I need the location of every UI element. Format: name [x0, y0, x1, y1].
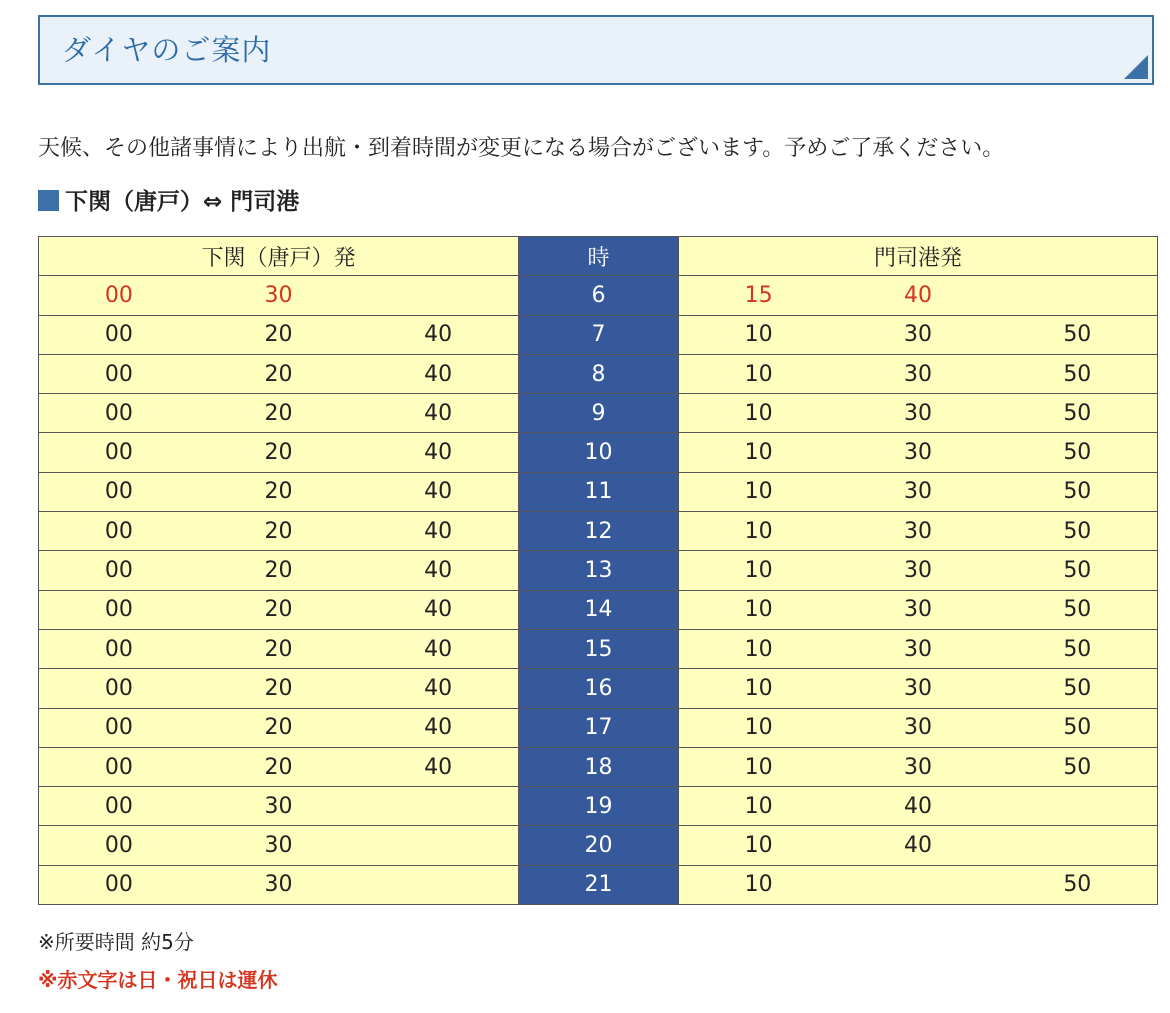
departure-minute: 30 — [264, 872, 293, 898]
departure-minute: 30 — [903, 715, 932, 741]
table-row — [39, 472, 1158, 511]
mojiko-minutes-cell — [679, 512, 1158, 551]
departure-minute: 00 — [104, 675, 133, 701]
route-heading — [38, 186, 299, 218]
hour-cell: 21 — [519, 865, 679, 904]
minutes-group — [679, 355, 1157, 393]
departure-minute: 50 — [1063, 715, 1092, 741]
minutes-group — [39, 866, 518, 904]
minutes-group — [679, 669, 1157, 707]
minutes-group — [679, 866, 1157, 904]
table-row — [39, 669, 1158, 708]
table-row — [39, 354, 1158, 393]
departure-minute: 50 — [1063, 322, 1092, 348]
table-row — [39, 433, 1158, 472]
departure-minute: 30 — [264, 833, 293, 859]
mojiko-minutes-cell — [679, 315, 1158, 354]
mojiko-minutes-cell — [679, 433, 1158, 472]
minutes-group — [679, 551, 1157, 589]
departure-minute: 00 — [104, 440, 133, 466]
departure-minute: 00 — [104, 754, 133, 780]
departure-minute: 50 — [1063, 754, 1092, 780]
minutes-group — [39, 748, 518, 786]
shimonoseki-minutes-cell — [39, 354, 519, 393]
shimonoseki-minutes-cell — [39, 747, 519, 786]
departure-minute: 40 — [424, 400, 453, 426]
departure-minute: 40 — [903, 833, 932, 859]
departure-minute: 50 — [1063, 558, 1092, 584]
hour-cell: 20 — [519, 826, 679, 865]
departure-minute: 40 — [424, 754, 453, 780]
departure-minute: 30 — [903, 518, 932, 544]
departure-minute: 30 — [903, 479, 932, 505]
timetable-header-row — [39, 237, 1158, 276]
departure-minute: 00 — [104, 872, 133, 898]
departure-minute: 20 — [264, 558, 293, 584]
table-row — [39, 629, 1158, 668]
departure-minute: 40 — [424, 361, 453, 387]
hour-cell: 19 — [519, 787, 679, 826]
departure-minute: 10 — [744, 793, 773, 819]
departure-minute: 10 — [744, 833, 773, 859]
departure-minute: 20 — [264, 715, 293, 741]
hour-cell: 7 — [519, 315, 679, 354]
departure-minute: 30 — [903, 361, 932, 387]
mojiko-minutes-cell — [679, 787, 1158, 826]
timetable-body — [39, 276, 1158, 905]
minutes-group — [679, 591, 1157, 629]
mojiko-minutes-cell — [679, 551, 1158, 590]
minutes-group — [679, 394, 1157, 432]
departure-minute: 30 — [264, 282, 293, 308]
shimonoseki-minutes-cell — [39, 394, 519, 433]
departure-minute: 50 — [1063, 872, 1092, 898]
departure-minute: 40 — [424, 440, 453, 466]
minutes-group — [39, 591, 518, 629]
departure-minute: 40 — [424, 597, 453, 623]
departure-minute: 00 — [104, 833, 133, 859]
shimonoseki-minutes-cell — [39, 708, 519, 747]
mojiko-minutes-cell — [679, 826, 1158, 865]
departure-minute: 30 — [903, 675, 932, 701]
departure-minute: 40 — [903, 793, 932, 819]
shimonoseki-minutes-cell — [39, 472, 519, 511]
square-bullet-icon — [38, 190, 59, 211]
section-title-box — [38, 15, 1154, 85]
minutes-group — [39, 276, 518, 314]
table-row — [39, 747, 1158, 786]
hour-cell: 16 — [519, 669, 679, 708]
table-row — [39, 708, 1158, 747]
minutes-group — [39, 512, 518, 550]
minutes-group — [39, 316, 518, 354]
hour-cell: 14 — [519, 590, 679, 629]
departure-minute: 20 — [264, 636, 293, 662]
hour-cell: 9 — [519, 394, 679, 433]
departure-minute: 00 — [104, 636, 133, 662]
departure-minute: 30 — [903, 754, 932, 780]
departure-minute: 20 — [264, 322, 293, 348]
header-mojiko-departure: 門司港発 — [679, 237, 1158, 276]
minutes-group — [39, 826, 518, 864]
departure-minute: 00 — [104, 518, 133, 544]
minutes-group — [679, 316, 1157, 354]
departure-minute: 30 — [903, 558, 932, 584]
departure-minute: 50 — [1063, 597, 1092, 623]
hour-cell: 8 — [519, 354, 679, 393]
departure-minute: 00 — [104, 793, 133, 819]
departure-minute: 40 — [424, 322, 453, 348]
shimonoseki-minutes-cell — [39, 433, 519, 472]
departure-minute: 50 — [1063, 440, 1092, 466]
minutes-group — [39, 669, 518, 707]
departure-minute: 00 — [104, 361, 133, 387]
table-row — [39, 590, 1158, 629]
minutes-group — [39, 709, 518, 747]
departure-minute: 40 — [424, 675, 453, 701]
table-row — [39, 826, 1158, 865]
mojiko-minutes-cell — [679, 472, 1158, 511]
mojiko-minutes-cell — [679, 708, 1158, 747]
departure-minute: 10 — [744, 322, 773, 348]
departure-minute: 10 — [744, 872, 773, 898]
minutes-group — [679, 473, 1157, 511]
duration-note: ※所要時間 約5分 — [38, 930, 194, 954]
departure-minute: 00 — [104, 282, 133, 308]
mojiko-minutes-cell — [679, 669, 1158, 708]
departure-minute: 00 — [104, 400, 133, 426]
departure-minute: 40 — [424, 558, 453, 584]
hour-cell: 12 — [519, 512, 679, 551]
hour-cell: 10 — [519, 433, 679, 472]
departure-minute: 00 — [104, 597, 133, 623]
hour-cell: 6 — [519, 276, 679, 315]
departure-minute: 40 — [424, 479, 453, 505]
minutes-group — [39, 630, 518, 668]
departure-minute: 20 — [264, 754, 293, 780]
departure-minute: 00 — [104, 322, 133, 348]
departure-minute: 20 — [264, 440, 293, 466]
minutes-group — [39, 394, 518, 432]
minutes-group — [39, 551, 518, 589]
departure-minute: 20 — [264, 400, 293, 426]
departure-minute: 50 — [1063, 636, 1092, 662]
departure-minute: 10 — [744, 361, 773, 387]
shimonoseki-minutes-cell — [39, 865, 519, 904]
minutes-group — [679, 787, 1157, 825]
minutes-group — [39, 433, 518, 471]
table-row — [39, 787, 1158, 826]
shimonoseki-minutes-cell — [39, 787, 519, 826]
hour-cell: 15 — [519, 629, 679, 668]
section-title: ダイヤのご案内 — [62, 33, 272, 67]
holiday-note: ※赤文字は日・祝日は運休 — [38, 968, 278, 992]
departure-minute: 10 — [744, 675, 773, 701]
departure-minute: 00 — [104, 715, 133, 741]
shimonoseki-minutes-cell — [39, 551, 519, 590]
departure-minute: 30 — [264, 793, 293, 819]
table-row — [39, 394, 1158, 433]
departure-minute: 20 — [264, 675, 293, 701]
departure-minute: 10 — [744, 754, 773, 780]
minutes-group — [679, 748, 1157, 786]
table-row — [39, 865, 1158, 904]
departure-minute: 50 — [1063, 400, 1092, 426]
departure-minute: 10 — [744, 400, 773, 426]
minutes-group — [679, 276, 1157, 314]
mojiko-minutes-cell — [679, 590, 1158, 629]
departure-minute: 30 — [903, 400, 932, 426]
table-row — [39, 276, 1158, 315]
departure-minute: 40 — [424, 636, 453, 662]
departure-minute: 10 — [744, 479, 773, 505]
header-shimonoseki-departure: 下関（唐戸）発 — [39, 237, 519, 276]
departure-minute: 50 — [1063, 518, 1092, 544]
departure-minute: 40 — [903, 282, 932, 308]
mojiko-minutes-cell — [679, 629, 1158, 668]
departure-minute: 30 — [903, 440, 932, 466]
departure-minute: 30 — [903, 322, 932, 348]
departure-minute: 20 — [264, 479, 293, 505]
route-heading-label: 下関（唐戸）⇔ 門司港 — [65, 189, 300, 215]
departure-minute: 00 — [104, 479, 133, 505]
departure-minute: 50 — [1063, 361, 1092, 387]
departure-minute: 20 — [264, 361, 293, 387]
table-row — [39, 315, 1158, 354]
table-row — [39, 512, 1158, 551]
departure-minute: 20 — [264, 597, 293, 623]
schedule-notice: 天候、その他諸事情により出航・到着時間が変更になる場合がございます。予めご了承ください。 — [38, 136, 1005, 161]
shimonoseki-minutes-cell — [39, 276, 519, 315]
mojiko-minutes-cell — [679, 865, 1158, 904]
departure-minute: 00 — [104, 558, 133, 584]
mojiko-minutes-cell — [679, 354, 1158, 393]
minutes-group — [679, 630, 1157, 668]
departure-minute: 10 — [744, 597, 773, 623]
hour-cell: 17 — [519, 708, 679, 747]
minutes-group — [39, 355, 518, 393]
minutes-group — [679, 433, 1157, 471]
departure-minute: 10 — [744, 518, 773, 544]
shimonoseki-minutes-cell — [39, 512, 519, 551]
departure-minute: 40 — [424, 518, 453, 544]
header-hour: 時 — [519, 237, 679, 276]
timetable — [38, 236, 1158, 905]
minutes-group — [679, 826, 1157, 864]
minutes-group — [679, 512, 1157, 550]
shimonoseki-minutes-cell — [39, 315, 519, 354]
minutes-group — [39, 473, 518, 511]
shimonoseki-minutes-cell — [39, 669, 519, 708]
shimonoseki-minutes-cell — [39, 590, 519, 629]
departure-minute: 20 — [264, 518, 293, 544]
minutes-group — [39, 787, 518, 825]
hour-cell: 18 — [519, 747, 679, 786]
departure-minute: 30 — [903, 597, 932, 623]
departure-minute: 40 — [424, 715, 453, 741]
shimonoseki-minutes-cell — [39, 629, 519, 668]
departure-minute: 10 — [744, 636, 773, 662]
minutes-group — [679, 709, 1157, 747]
hour-cell: 11 — [519, 472, 679, 511]
departure-minute: 10 — [744, 715, 773, 741]
departure-minute: 50 — [1063, 675, 1092, 701]
corner-triangle-icon — [1124, 55, 1148, 79]
mojiko-minutes-cell — [679, 394, 1158, 433]
departure-minute: 30 — [903, 636, 932, 662]
mojiko-minutes-cell — [679, 747, 1158, 786]
departure-minute: 10 — [744, 558, 773, 584]
departure-minute: 50 — [1063, 479, 1092, 505]
departure-minute: 10 — [744, 440, 773, 466]
hour-cell: 13 — [519, 551, 679, 590]
departure-minute: 15 — [744, 282, 773, 308]
shimonoseki-minutes-cell — [39, 826, 519, 865]
mojiko-minutes-cell — [679, 276, 1158, 315]
table-row — [39, 551, 1158, 590]
